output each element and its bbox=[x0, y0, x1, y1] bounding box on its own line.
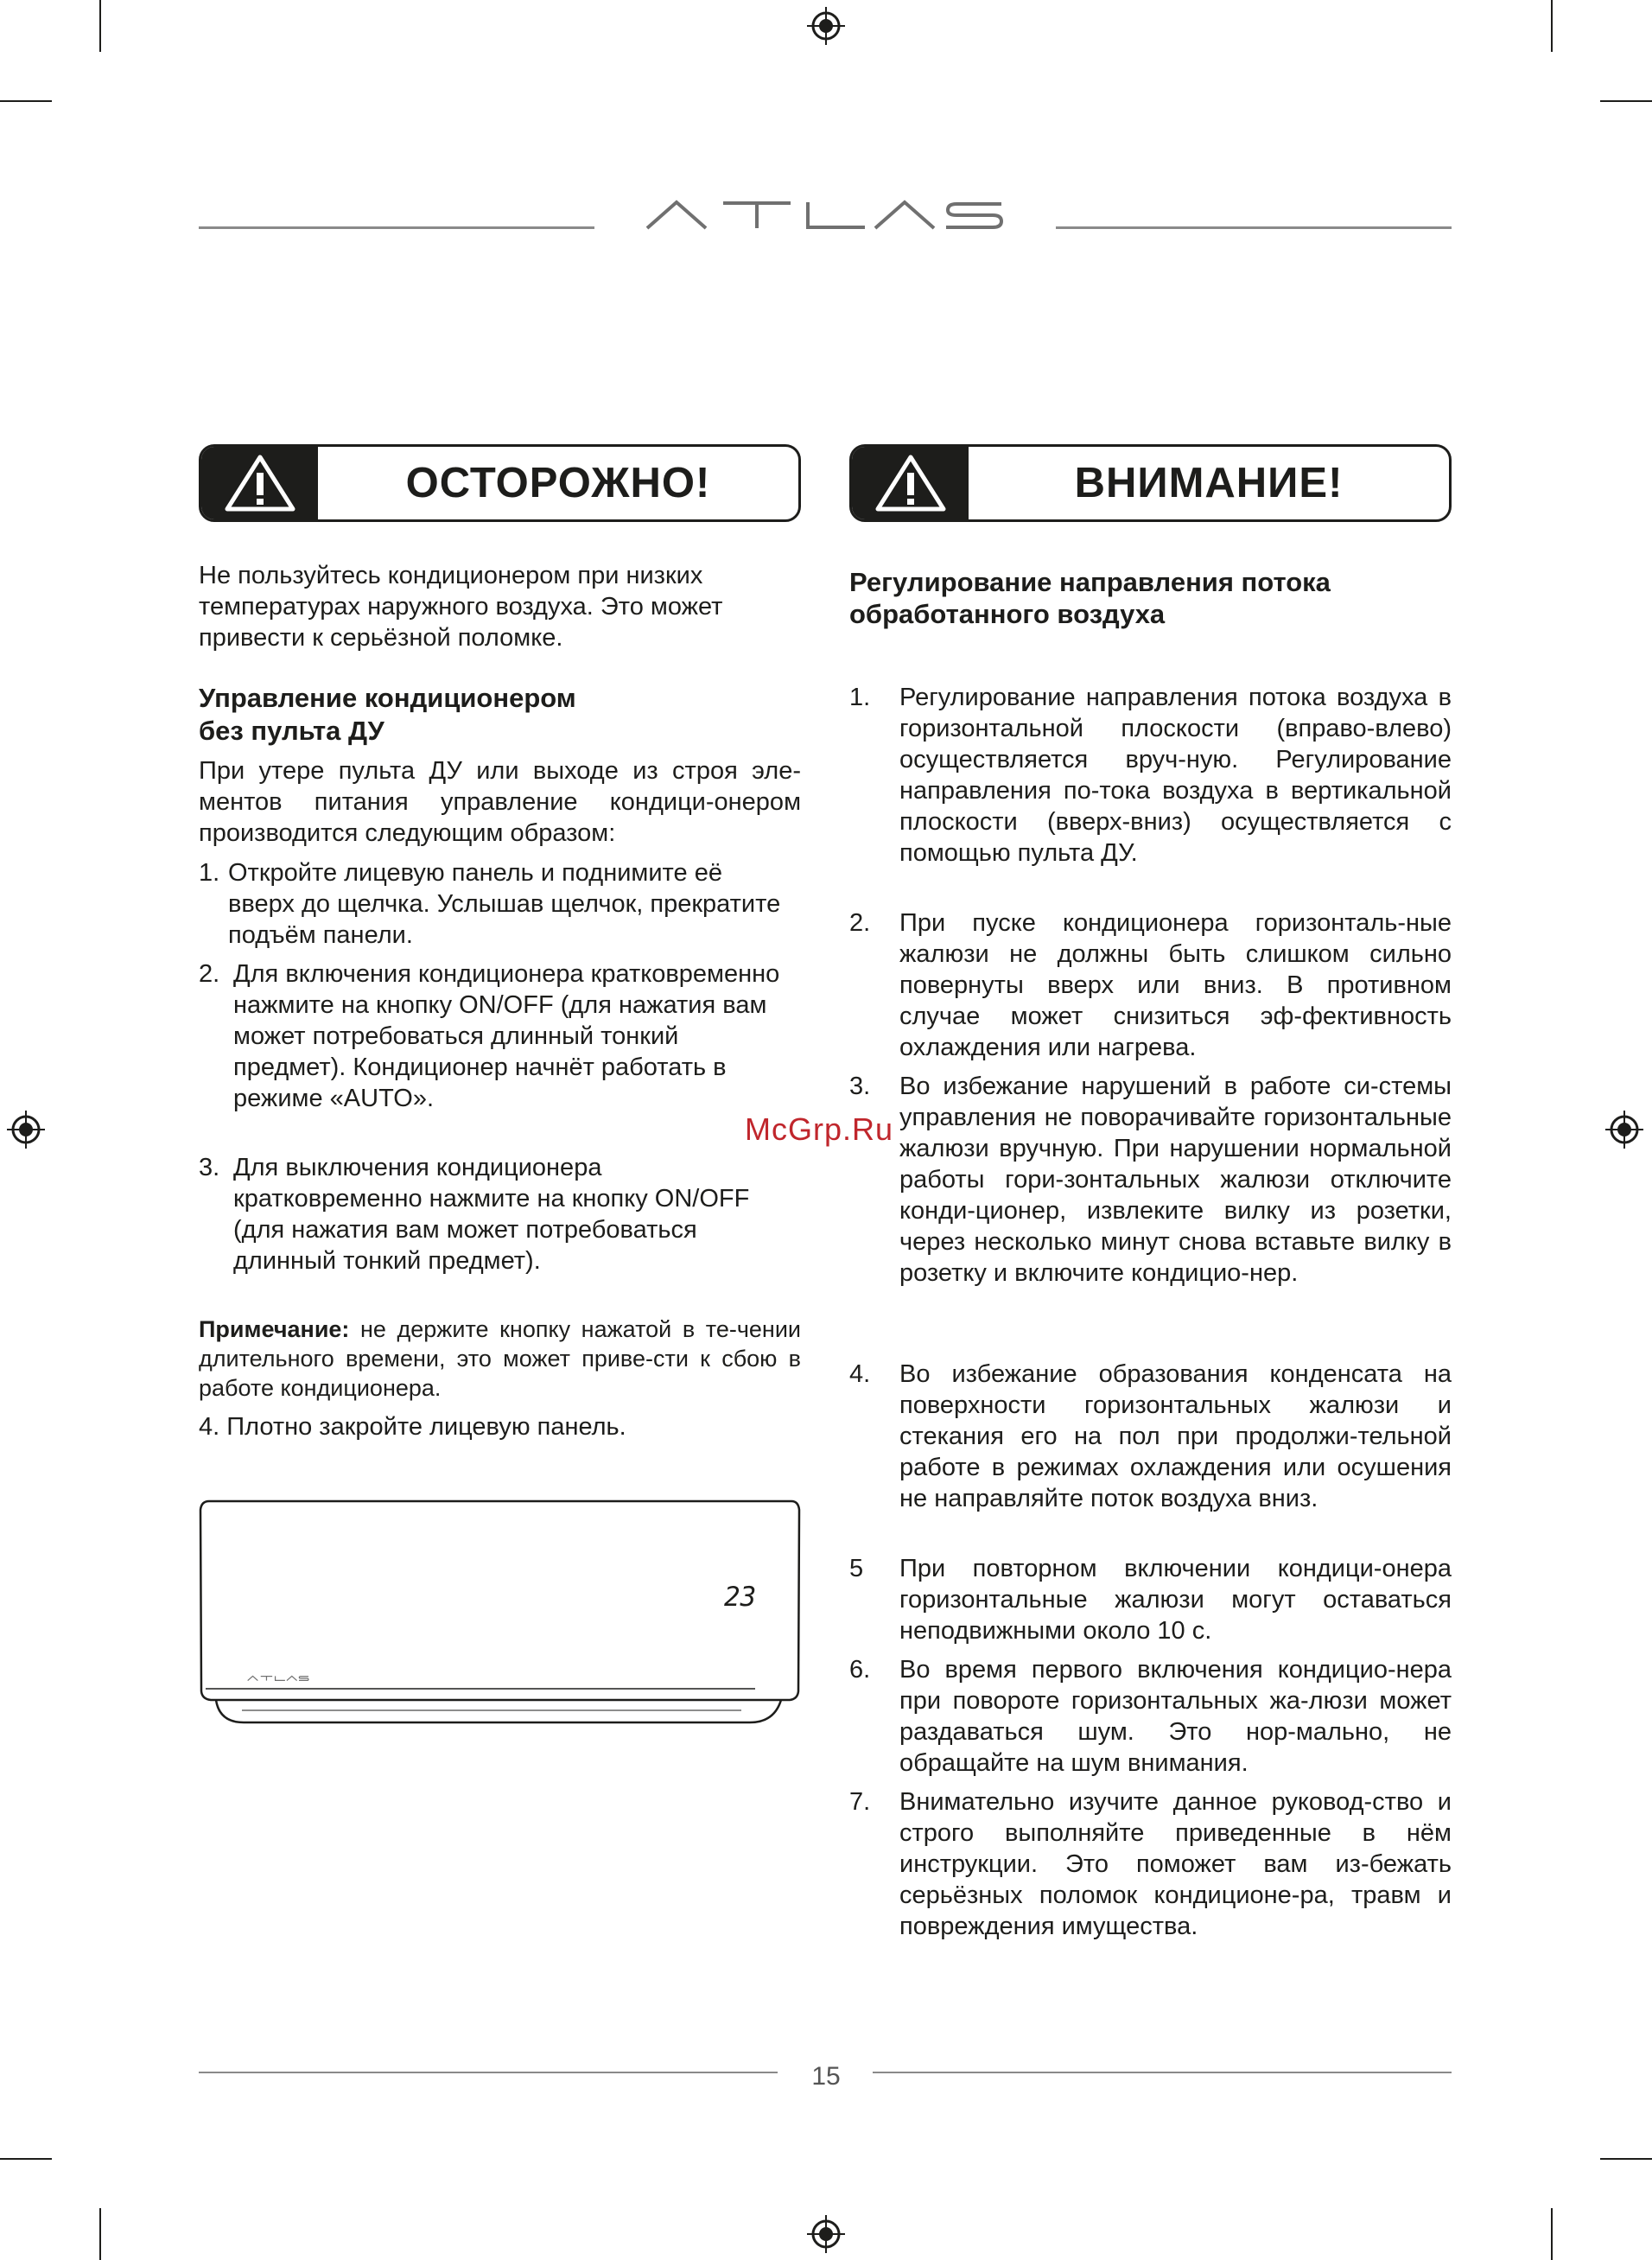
crop-mark bbox=[1551, 0, 1553, 52]
list-text: Для включения кондиционера кратковременно нажмите на кнопку ON/OFF (для нажатия вам может потребоваться длинный тонкий предмет). Кондиционер начнёт работать в режиме «AUTO». bbox=[233, 960, 780, 1112]
crop-mark bbox=[0, 100, 52, 102]
registration-mark-icon bbox=[807, 7, 845, 45]
list-number: 1. bbox=[199, 859, 220, 887]
note-text: не держите кнопку нажатой в те-чении длительного времени, это может приве-сти к сбою в работе кондиционера. bbox=[199, 1316, 801, 1401]
caution-banner bbox=[199, 444, 801, 522]
crop-mark bbox=[1600, 2158, 1652, 2160]
list-text: При повторном включении кондици-онера горизонтальные жалюзи могут оставаться неподвижными около 10 с. bbox=[899, 1555, 1452, 1645]
list-number: 1. bbox=[849, 684, 871, 711]
atlas-logo bbox=[644, 197, 1007, 233]
registration-mark-icon bbox=[1605, 1111, 1643, 1149]
list-number: 3. bbox=[849, 1073, 871, 1100]
warning-triangle-icon bbox=[852, 447, 969, 519]
list-text: Регулирование направления потока воздуха в горизонтальной плоскости (вправо-влево) осуществляется вруч-ную. Регулирование направления по-тока воздуха в вертикальной плоскости (вверх-вниз) осуществляется с помощью пульта ДУ. bbox=[899, 684, 1452, 867]
registration-mark-icon bbox=[7, 1111, 45, 1149]
crop-mark bbox=[99, 0, 101, 52]
caution-title: ОСТОРОЖНО! bbox=[405, 460, 711, 506]
list-text: Во избежание нарушений в работе си-стемы управления не поворачивайте горизонтальные жалюзи вручную. При нарушении нормальной работы гори-зонтальных жалюзи отключите конди-ционер, извлеките вилку из розетки, через несколько минут снова вставьте вилку в розетку и включите кондицио-нер. bbox=[899, 1073, 1452, 1287]
unit-atlas-logo bbox=[247, 1674, 309, 1683]
list-item bbox=[199, 958, 801, 1114]
right-section-title-line-1: Регулирование направления потока bbox=[849, 567, 1331, 597]
step-4: 4. Плотно закройте лицевую панель. bbox=[199, 1413, 626, 1441]
watermark-text: McGrp.Ru bbox=[745, 1111, 894, 1147]
crop-mark bbox=[99, 2208, 101, 2260]
air-conditioner-illustration bbox=[197, 1499, 804, 1726]
crop-mark bbox=[0, 2158, 52, 2160]
header-rule-right bbox=[1056, 226, 1452, 229]
crop-mark bbox=[1600, 100, 1652, 102]
footer-rule-left bbox=[199, 2072, 778, 2073]
header-rule-left bbox=[199, 226, 594, 229]
crop-mark bbox=[1551, 2208, 1553, 2260]
list-text: Внимательно изучите данное руковод-ство и строго выполняйте приведенные в нём инструкции. Это поможет вам из-бежать серьёзных поломок кондиционе-ра, травм и повреждения имущества. bbox=[899, 1788, 1452, 1940]
list-text: Во время первого включения кондицио-нера при повороте горизонтальных жа-люзи может раздаваться шум. Это нор-мально, не обращайте на шум внимания. bbox=[899, 1656, 1452, 1777]
list-text: При пуске кондиционера горизонталь-ные жалюзи не должны быть слишком сильно повернуты вверх или вниз. В противном случае может снизиться эф-фективность охлаждения или нагрева. bbox=[899, 909, 1452, 1061]
list-item bbox=[199, 857, 801, 952]
note-label: Примечание: bbox=[199, 1316, 350, 1342]
list-number: 7. bbox=[849, 1788, 871, 1816]
list-number: 4. bbox=[849, 1360, 871, 1388]
section-title-line-1: Управление кондиционером bbox=[199, 683, 576, 713]
registration-mark-icon bbox=[807, 2215, 845, 2253]
footer-rule-right bbox=[873, 2072, 1452, 2073]
list-item bbox=[199, 1152, 801, 1308]
note-paragraph bbox=[199, 1315, 801, 1403]
list-text: Во избежание образования конденсата на поверхности горизонтальных жалюзи и стекания его на пол при продолжи-тельной работе в режимах охлаждения или осушения не направляйте поток воздуха вниз. bbox=[899, 1360, 1452, 1512]
right-section-title-line-2: обработанного воздуха bbox=[849, 599, 1166, 629]
caution-text: Не пользуйтесь кондиционером при низких температурах наружного воздуха. Это может привести к серьёзной поломке. bbox=[199, 562, 723, 652]
list-number: 3. bbox=[199, 1154, 220, 1181]
list-text: Для выключения кондиционера кратковременно нажмите на кнопку ON/OFF (для нажатия вам может потребоваться длинный тонкий предмет). bbox=[233, 1154, 750, 1275]
section-title-line-2: без пульта ДУ bbox=[199, 716, 384, 746]
unit-temperature-display: 23 bbox=[724, 1582, 757, 1613]
list-number: 2. bbox=[849, 909, 871, 937]
intro-paragraph: При утере пульта ДУ или выходе из строя эле-ментов питания управление кондици-онером производится следующим образом: bbox=[199, 757, 801, 847]
list-number: 2. bbox=[199, 960, 220, 988]
warning-triangle-icon bbox=[201, 447, 318, 519]
attention-banner bbox=[849, 444, 1452, 522]
attention-title: ВНИМАНИЕ! bbox=[1074, 460, 1344, 506]
list-number: 6. bbox=[849, 1656, 871, 1684]
list-number: 5 bbox=[849, 1555, 864, 1582]
page-number: 15 bbox=[811, 2062, 841, 2091]
list-text: Откройте лицевую панель и поднимите её вверх до щелчка. Услышав щелчок, прекратите подъём панели. bbox=[228, 859, 781, 949]
